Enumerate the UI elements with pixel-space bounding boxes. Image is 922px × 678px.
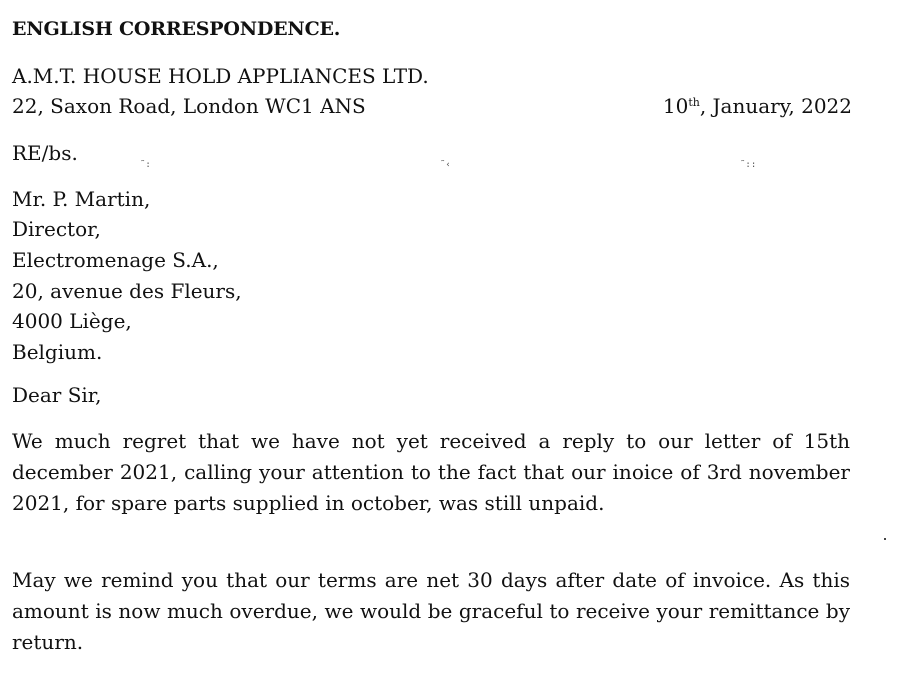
recipient-line: 20, avenue des Fleurs, (12, 279, 242, 303)
scan-speck: ˜:: (740, 160, 757, 170)
recipient-line: Belgium. (12, 340, 103, 364)
document-heading: ENGLISH CORRESPONDENCE. (12, 18, 341, 40)
body-paragraph: We much regret that we have not yet received a reply to our letter of 15th december 2021, calling your attention to the fact that our inoice of 3rd november 2021, for spare parts supplied in october, was still unpaid. (12, 429, 850, 515)
reference: RE/bs. (12, 141, 78, 165)
scan-speck (884, 538, 886, 540)
sender-address: 22, Saxon Road, London WC1 ANS (12, 94, 366, 118)
letter-date (663, 96, 852, 116)
recipient-line: 4000 Liège, (12, 309, 132, 333)
body-paragraph: May we remind you that our terms are net 30 days after date of invoice. As this amount is now much overdue, we would be graceful to receive your remittance by return. (12, 568, 850, 654)
scan-speck: ˜: (140, 160, 151, 170)
recipient-line: Director, (12, 217, 101, 241)
recipient-line: Electromenage S.A., (12, 248, 219, 272)
sender-company: A.M.T. HOUSE HOLD APPLIANCES LTD. (12, 64, 429, 88)
date-rest: , January, 2022 (699, 94, 852, 118)
scan-speck: ˜‹ (440, 160, 451, 170)
date-day: 10 (662, 94, 689, 118)
salutation: Dear Sir, (12, 383, 102, 407)
date-suffix: th (688, 96, 700, 109)
recipient-line: Mr. P. Martin, (12, 187, 151, 211)
